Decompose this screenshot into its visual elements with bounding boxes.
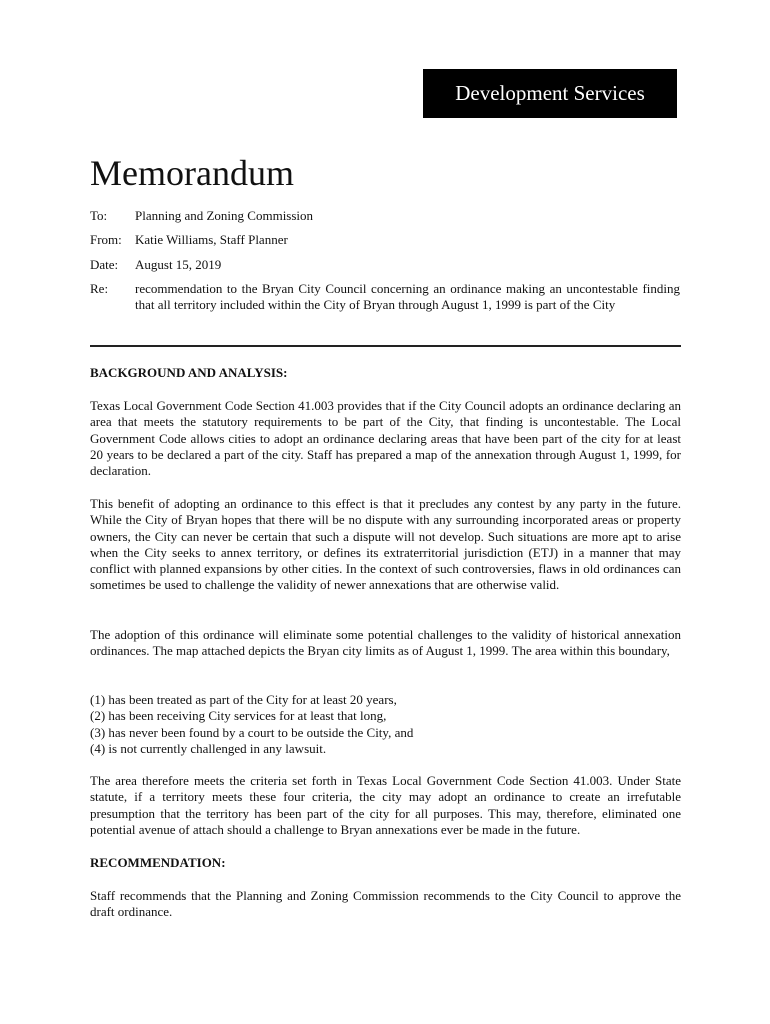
paragraph-text: Texas Local Government Code Section 41.003 provides that if the City Council adopts an ordinance declaring an area that meets the statutory requirements to be part of the City, that finding is uncontestable. The Local Government Code allows cities to adopt an ordinance declaring areas that have been part of the city for at least 20 years to be declared a part of the city. Staff has prepared a map of the annexation through August 1, 1999, for declaration. [90, 398, 681, 479]
department-banner [424, 70, 676, 117]
recommendation-paragraph [90, 888, 681, 921]
memo-title: Memorandum [90, 153, 294, 193]
department-label: Development Services [455, 81, 645, 105]
to-value: Planning and Zoning Commission [135, 208, 314, 223]
header-divider [90, 345, 681, 347]
from-label: From: [90, 232, 122, 247]
background-paragraph-3 [90, 627, 681, 660]
paragraph-text: The adoption of this ordinance will eliminate some potential challenges to the validity of historical annexation ordinances. The map attached depicts the Bryan city limits as of August 1, 1999. The area within this boundary, [90, 627, 681, 659]
recommendation-heading: RECOMMENDATION: [90, 855, 226, 870]
paragraph-text: The area therefore meets the criteria set forth in Texas Local Government Code Section 41.003. Under State statute, if a territory meets these four criteria, the city may adopt an ordinance to create an irrefutable presumption that the territory has been part of the city for all purposes. This may, therefore, eliminated one potential avenue of attach should a challenge to Bryan annexations ever be made in the future. [90, 773, 681, 837]
criteria-list [90, 692, 681, 757]
background-heading: BACKGROUND AND ANALYSIS: [90, 365, 288, 380]
re-label: Re: [90, 281, 109, 296]
list-item: (4) is not currently challenged in any lawsuit. [90, 740, 327, 756]
to-label: To: [90, 208, 108, 223]
date-label: Date: [90, 257, 119, 272]
list-item: (3) has never been found by a court to be outside the City, and [90, 724, 414, 740]
paragraph-text: Staff recommends that the Planning and Zoning Commission recommends to the City Council to approve the draft ordinance. [90, 888, 681, 920]
from-value: Katie Williams, Staff Planner [135, 232, 288, 247]
background-paragraph-4 [90, 773, 681, 838]
background-paragraph-2 [90, 496, 681, 594]
list-item: (1) has been treated as part of the City for at least 20 years, [90, 692, 397, 707]
re-value: recommendation to the Bryan City Council concerning an ordinance making an uncontestable finding that all territory included within the City of Bryan through August 1, 1999 is part of the City [135, 281, 680, 312]
list-item: (2) has been receiving City services for at least that long, [90, 708, 387, 724]
date-value: August 15, 2019 [135, 257, 222, 272]
background-paragraph-1 [90, 398, 681, 479]
paragraph-text: This benefit of adopting an ordinance to this effect is that it precludes any contest by any party in the future. While the City of Bryan hopes that there will be no dispute with any surrounding incorporated areas or property owners, the City can never be certain that such a dispute will not develop. Such situations are more apt to arise when the City seeks to annex territory, or defines its extraterritorial jurisdiction (ETJ) in a manner that may conflict with planned expansions by other cities. In the context of such controversies, flaws in old ordinances can sometimes be used to challenge the validity of newer annexations that are otherwise valid. [90, 496, 681, 593]
